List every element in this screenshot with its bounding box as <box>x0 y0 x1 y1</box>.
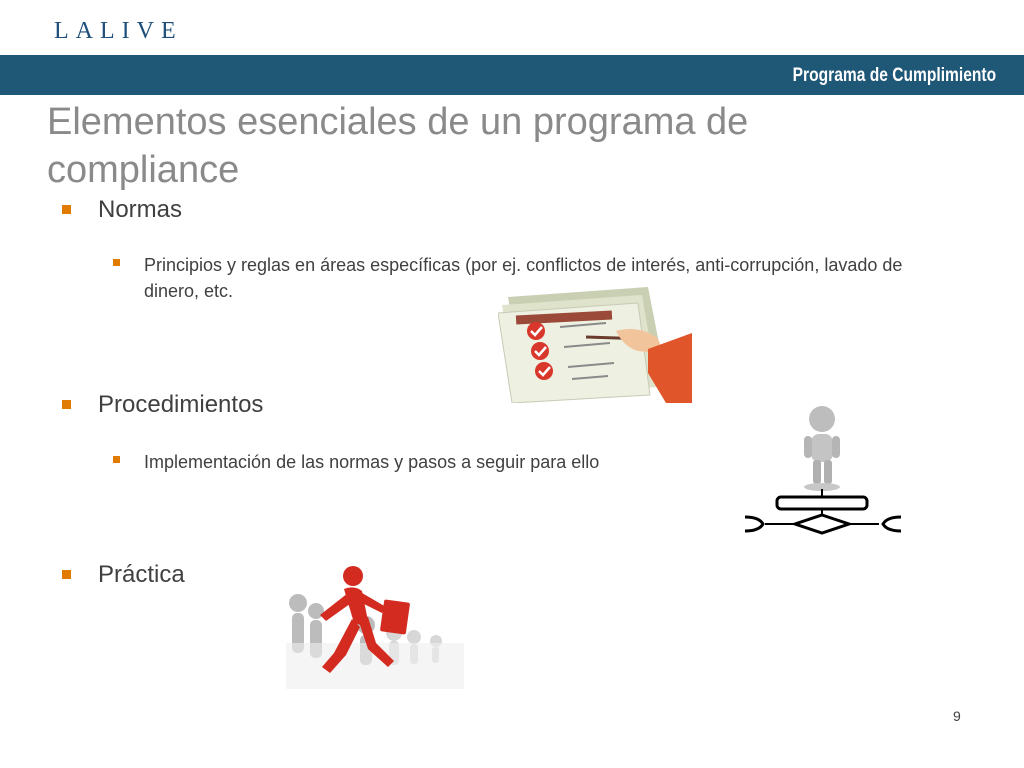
bullet-procedimientos <box>62 391 263 419</box>
bullet-normas <box>62 196 182 224</box>
bullet-label: Práctica <box>98 561 185 588</box>
page-title: Elementos esenciales de un programa de compliance <box>47 101 749 191</box>
bullet-practica <box>62 561 185 589</box>
bullet-square-icon <box>62 570 71 579</box>
bullet-square-icon <box>113 456 120 463</box>
band-title: Programa de Cumplimiento <box>792 65 996 86</box>
red-leader-running-illustration <box>286 563 464 689</box>
bullet-square-icon <box>62 205 71 214</box>
page-number: 9 <box>953 708 961 724</box>
company-logo: LALIVE <box>54 18 183 44</box>
bullet-square-icon <box>113 259 120 266</box>
checklist-illustration <box>498 283 692 403</box>
bullet-square-icon <box>62 400 71 409</box>
header-band <box>0 55 1024 95</box>
sub-bullet-text: Implementación de las normas y pasos a seguir para ello <box>144 452 600 472</box>
bullet-label: Normas <box>98 196 183 223</box>
sub-bullet-text: Principios y reglas en áreas específicas (por ej. conflictos de interés, anti-corrupción, lavado de dinero, etc. <box>144 255 903 301</box>
bullet-label: Procedimientos <box>98 391 264 418</box>
figure-on-flowchart-illustration <box>745 405 903 535</box>
